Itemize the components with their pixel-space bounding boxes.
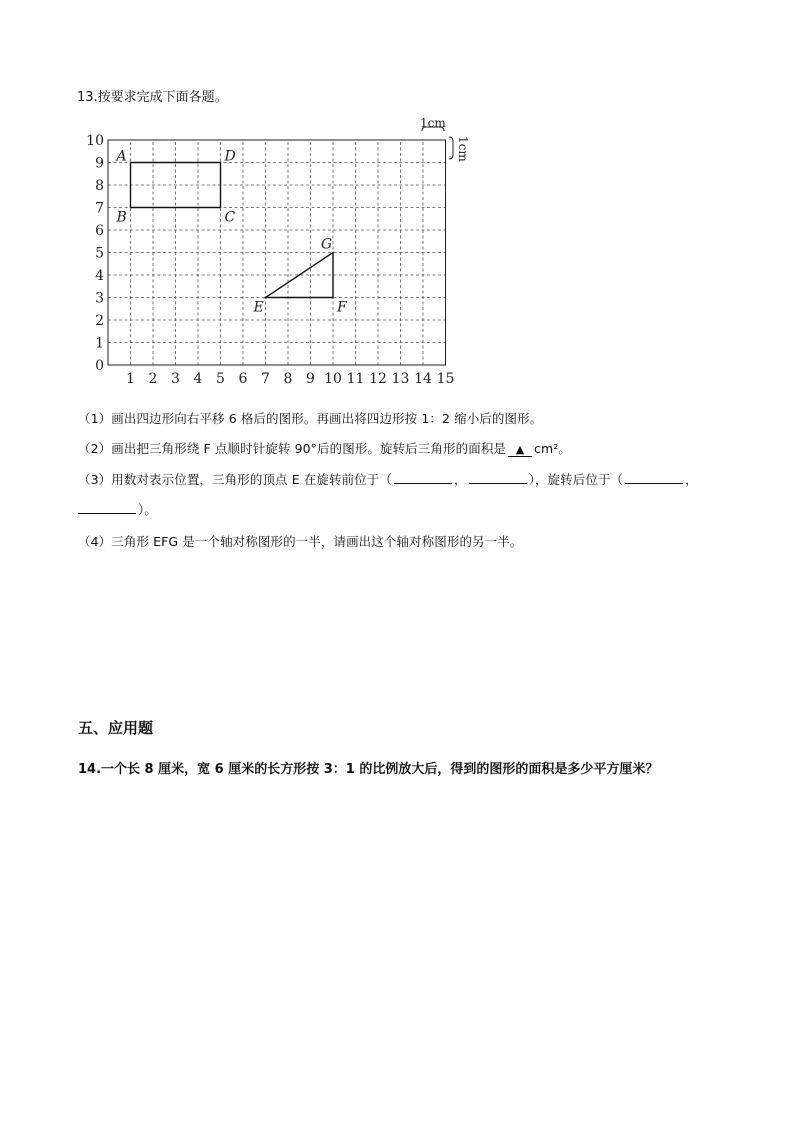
x-tick-label: 5 [216,371,225,387]
y-tick-label: 4 [95,268,104,284]
scale-x-label: 1cm [420,116,446,130]
x-tick-label: 9 [306,371,315,387]
grid-lines [108,140,446,365]
answer-blank-e-after-x[interactable] [625,471,683,484]
x-tick-label: 6 [238,371,248,387]
point-label-e: E [253,299,264,316]
answer-blank-e-before-y[interactable] [469,471,527,484]
point-label-c: C [224,209,236,226]
question-13-title: 13.按要求完成下面各题。 [77,90,228,105]
y-tick-label: 3 [95,290,104,307]
sub-question-4: （4）三角形 EFG 是一个轴对称图形的一半，请画出这个轴对称图形的另一半。 [78,534,523,549]
y-tick-label: 9 [95,155,104,172]
sub-question-2-text: （2）画出把三角形绕 F 点顺时针旋转 90°后的图形。旋转后三角形的面积是 [78,441,507,456]
sub-question-3-line2 [78,500,157,518]
y-tick-label: 2 [95,313,104,329]
sub-question-2-unit: cm²。 [534,441,571,456]
sub-question-3 [78,470,698,488]
sub-question-1: （1）画出四边形向右平移 6 格后的图形。再画出将四边形按 1：2 缩小后的图形。 [78,411,543,426]
scale-y-brace [449,137,453,159]
comma: ， [685,472,698,487]
x-tick-label: 13 [391,371,410,387]
x-tick-label: 4 [193,371,203,387]
x-tick-label: 15 [436,371,455,387]
answer-blank-e-before-x[interactable] [394,471,452,484]
point-label-f: F [337,299,347,316]
sub-question-2 [78,439,571,457]
comma: ， [454,472,467,487]
y-tick-label: 10 [86,133,104,149]
point-label-a: A [116,148,127,165]
point-labels [115,149,349,316]
point-label-d: D [224,148,236,165]
point-label-g: G [321,236,333,253]
y-tick-label: 0 [95,358,104,374]
x-tick-label: 8 [283,371,293,387]
scale-y-label: 1cm [456,136,470,162]
sub-question-3-text-a: （3）用数对表示位置，三角形的顶点 E 在旋转前位于（ [78,472,392,487]
y-tick-label: 7 [95,200,104,217]
y-axis-tick-labels [86,133,104,374]
y-tick-label: 6 [95,223,104,239]
y-tick-label: 8 [95,178,104,194]
answer-blank-e-after-y[interactable] [78,501,136,514]
x-tick-label: 11 [346,371,365,387]
x-tick-label: 10 [324,371,342,387]
answer-placeholder-triangle: ▲ [515,443,525,456]
x-tick-label: 14 [414,371,432,387]
x-axis-tick-labels [126,371,454,387]
x-tick-label: 3 [171,371,180,387]
answer-blank-area[interactable] [508,441,532,457]
x-tick-label: 12 [369,371,387,387]
point-label-b: B [116,209,127,226]
x-tick-label: 2 [148,371,158,387]
sub-question-3-end: ）。 [138,502,157,517]
x-tick-label: 1 [126,371,135,387]
y-tick-label: 1 [95,335,104,352]
coordinate-grid-figure [0,0,794,400]
sub-question-3-text-b: ），旋转后位于（ [528,472,624,487]
x-tick-label: 7 [261,371,270,387]
y-tick-label: 5 [95,245,104,262]
section-heading: 五、应用题 [78,719,154,737]
question-14-text: 14.一个长 8 厘米，宽 6 厘米的长方形按 3：1 的比例放大后，得到的图形的面积是多少平方厘米？ [78,762,659,777]
